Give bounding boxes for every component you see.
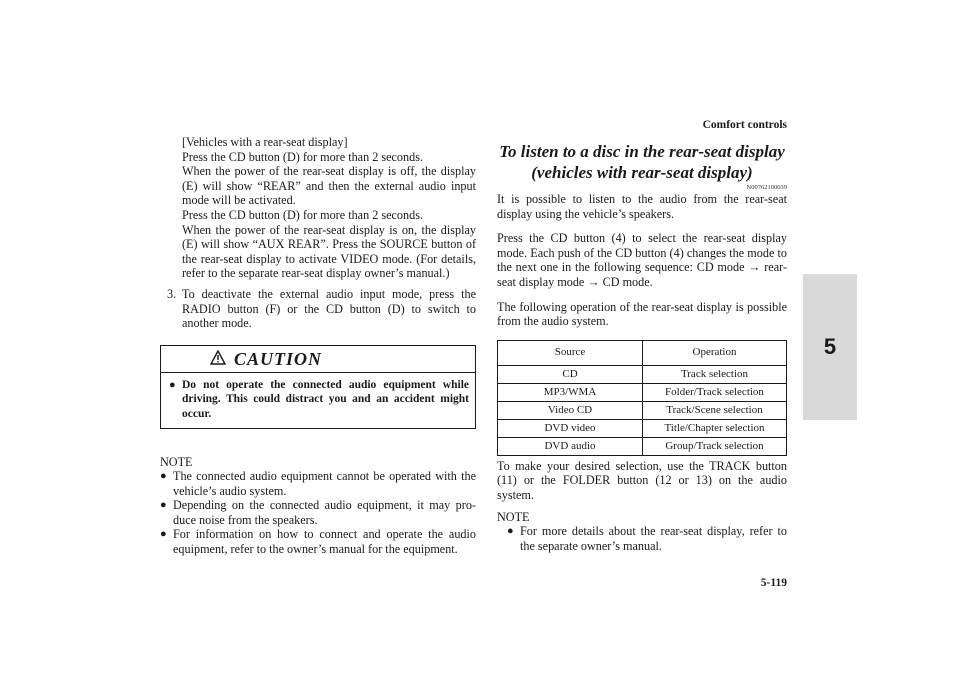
caution-text: Do not operate the connected audio equipment while driving. This could distract you and an accident might occur. [182, 378, 469, 420]
table-row [498, 437, 787, 455]
text-line: [Vehicles with a rear-seat display] [182, 135, 348, 149]
operations-table [497, 340, 787, 456]
bullet-icon: ● [160, 528, 167, 541]
step-text: To deactivate the external audio input mode, press the RADIO button (F) or the CD button (D) to switch to another mode. [182, 286, 476, 331]
table-cell: CD [498, 365, 643, 383]
text-line: Press the CD button (D) for more than 2 seconds. [182, 207, 424, 222]
chapter-tab-number: 5 [823, 333, 837, 359]
table-header-row [498, 340, 787, 365]
table-cell: Video CD [498, 401, 643, 419]
note-item [497, 524, 787, 553]
table-cell: Folder/Track selection [643, 383, 787, 401]
bullet-icon: ● [507, 525, 514, 538]
left-column [160, 135, 476, 557]
paragraph: The following operation of the rear-seat display is possible from the audio system. [497, 299, 787, 329]
note-list [497, 524, 787, 553]
note-list [160, 469, 476, 557]
column-header-source: Source [498, 340, 643, 365]
note-text: For information on how to connect and operate the audio equipment, refer to the owner’s manual for the equipment. [173, 527, 476, 557]
note-item [160, 469, 476, 498]
warning-triangle-icon [210, 350, 226, 365]
bullet-icon: ● [169, 378, 176, 391]
table-row [498, 365, 787, 383]
note-item [160, 498, 476, 527]
note-label: NOTE [160, 454, 193, 469]
note-text: Depending on the connected audio equipment, it may pro-duce noise from the speakers. [173, 498, 476, 527]
paragraph: It is possible to listen to the audio from the rear-seat display using the vehicle’s speakers. [497, 192, 787, 221]
caution-title: CAUTION [234, 349, 323, 370]
note-item [160, 527, 476, 556]
running-header: Comfort controls [702, 119, 787, 131]
step-number: 3. [167, 286, 177, 301]
table-row [498, 383, 787, 401]
bullet-icon: ● [160, 499, 167, 512]
table-cell: Group/Track selection [643, 437, 787, 455]
text-line: Press the CD button (D) for more than 2 seconds. [182, 149, 424, 164]
table-row [498, 401, 787, 419]
section-title-line1: To listen to a disc in the rear-seat display [499, 142, 785, 161]
right-column [497, 141, 787, 553]
table-cell: Track/Scene selection [643, 401, 787, 419]
caution-box [160, 345, 476, 429]
caution-item [169, 378, 469, 422]
column-header-operation: Operation [643, 340, 787, 365]
note-text: For more details about the rear-seat display, refer to the separate owner’s manual. [520, 524, 787, 553]
paragraph: Press the CD button (4) to select the rear-seat display mode. Each push of the CD button (4) changes the mode to the next one in the following sequence: CD mode → rear-seat display mode → CD mode. [497, 231, 787, 289]
table-cell: MP3/WMA [498, 383, 643, 401]
chapter-tab [803, 274, 857, 420]
step-3 [160, 287, 476, 331]
note-label: NOTE [497, 509, 530, 524]
text-line: When the power of the rear-seat display is off, the display (E) will show “REAR” and then the external audio input mode will be activated. [182, 164, 476, 208]
table-row [498, 419, 787, 437]
paragraph: To make your desired selection, use the TRACK button (11) or the FOLDER button (12 or 13) on the audio system. [497, 458, 787, 502]
table-cell: Track selection [643, 365, 787, 383]
document-code: N00762100039 [746, 184, 787, 191]
rear-seat-instructions [160, 135, 476, 281]
caution-body [161, 373, 475, 428]
table-cell: DVD audio [498, 437, 643, 455]
table-cell: Title/Chapter selection [643, 419, 787, 437]
text-line: When the power of the rear-seat display is on, the display (E) will show “AUX REAR”. Press the SOURCE button of the rear-seat display to activate VIDEO mode. (For details, refer to the separate rear-seat display owner’s manual.) [182, 222, 476, 281]
note-text: The connected audio equipment cannot be operated with the vehicle’s audio system. [173, 469, 476, 498]
section-title-line2: (vehicles with rear-seat display) [531, 163, 753, 182]
section-title [497, 141, 787, 183]
bullet-icon: ● [160, 470, 167, 483]
caution-header [161, 346, 475, 373]
table-cell: DVD video [498, 419, 643, 437]
page-number: 5-119 [760, 577, 787, 589]
